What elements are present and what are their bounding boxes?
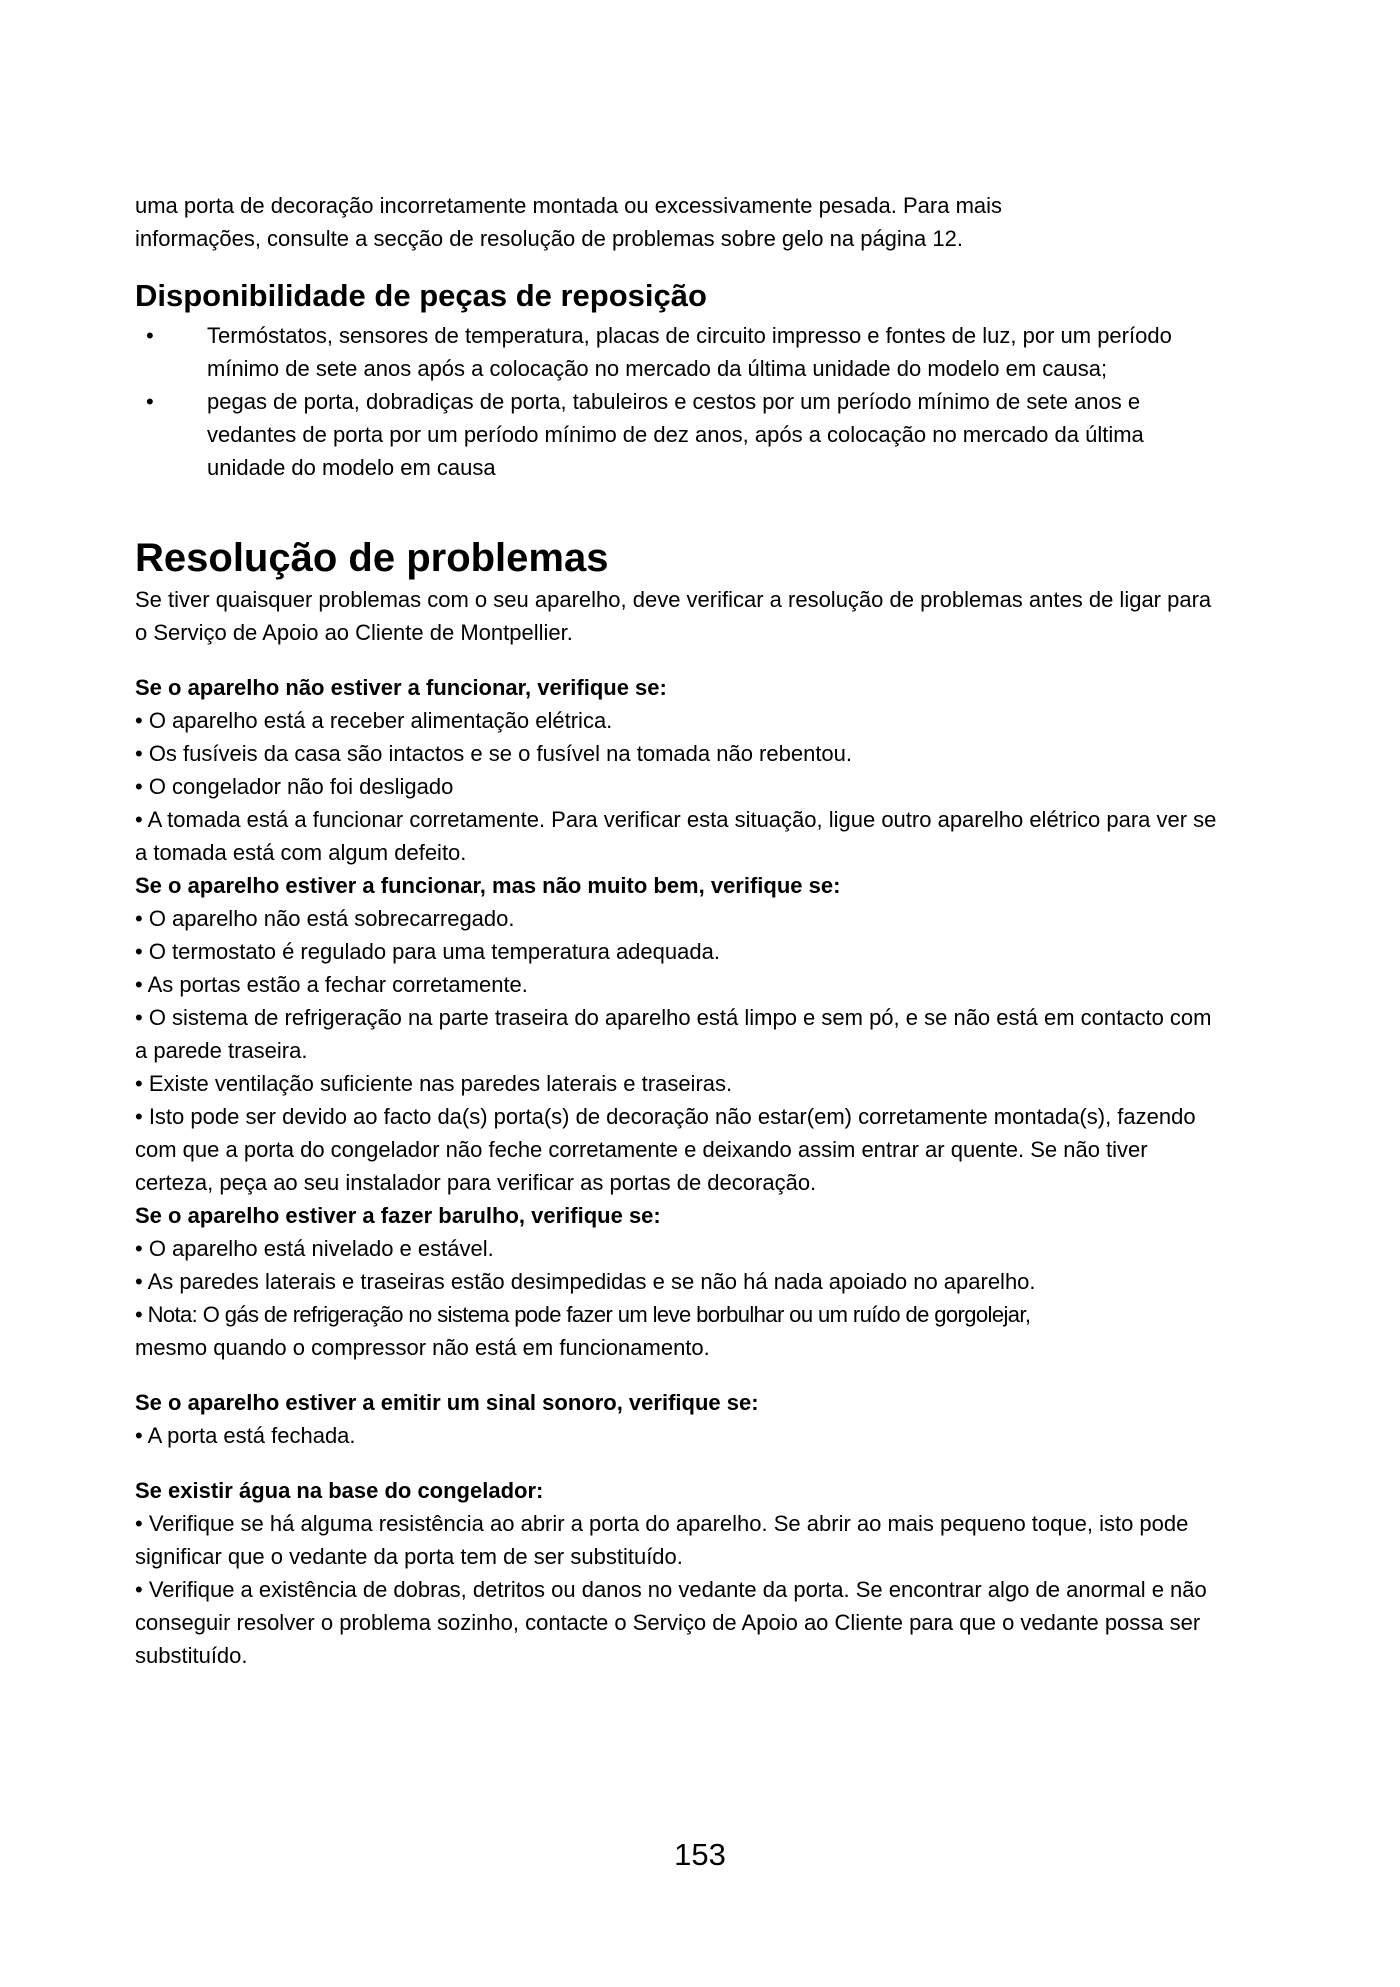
list-item: • Verifique se há alguma resistência ao abrir a porta do aparelho. Se abrir ao mais pequeno toque, isto pode significar que o vedante da porta tem de ser substituído. [135, 1511, 1189, 1569]
list-item: • Os fusíveis da casa são intactos e se o fusível na tomada não rebentou. [135, 741, 853, 766]
list-item: • O aparelho está nivelado e estável. [135, 1236, 494, 1261]
list-item: • As paredes laterais e traseiras estão desimpedidas e se não há nada apoiado no aparelho. [135, 1269, 1036, 1294]
note-line: mesmo quando o compressor não está em funcionamento. [135, 1335, 710, 1360]
water-section [135, 1474, 1225, 1672]
section-title: Se o aparelho estiver a fazer barulho, verifique se: [135, 1203, 661, 1228]
list-item: • As portas estão a fechar corretamente. [135, 972, 528, 997]
section-title: Se existir água na base do congelador: [135, 1478, 544, 1503]
list-item [135, 385, 1225, 484]
bullet-icon: • [146, 323, 154, 348]
list-item: • O aparelho não está sobrecarregado. [135, 906, 515, 931]
list-item-text: pegas de porta, dobradiças de porta, tabuleiros e cestos por um período mínimo de sete anos e vedantes de porta por um período mínimo de dez anos, após a colocação no mercado da última unidade do modelo em causa [207, 389, 1144, 480]
list-item: • Existe ventilação suficiente nas paredes laterais e traseiras. [135, 1071, 733, 1096]
not-working-section [135, 671, 1225, 869]
spare-parts-list [135, 319, 1225, 484]
list-item: • O termostato é regulado para uma temperatura adequada. [135, 939, 720, 964]
noise-section [135, 1199, 1225, 1364]
list-item: • O aparelho está a receber alimentação elétrica. [135, 708, 613, 733]
list-item: • A porta está fechada. [135, 1423, 356, 1448]
intro-paragraph [135, 189, 1225, 255]
list-item: • Isto pode ser devido ao facto da(s) porta(s) de decoração não estar(em) corretamente montada(s), fazendo com que a porta do congelador não feche corretamente e deixando assim entrar ar quente. Se não tiver certeza, peça ao seu instalador para verificar as portas de decoração. [135, 1104, 1196, 1195]
bullet-icon: • [146, 389, 154, 414]
page-content [135, 189, 1225, 1672]
note-line: • Nota: O gás de refrigeração no sistema pode fazer um leve borbulhar ou um ruído de gorgolejar, [135, 1302, 1031, 1327]
troubleshooting-heading: Resolução de problemas [135, 536, 609, 580]
section-title: Se o aparelho estiver a emitir um sinal sonoro, verifique se: [135, 1390, 759, 1415]
intro-line: uma porta de decoração incorretamente montada ou excessivamente pesada. Para mais [135, 193, 1003, 218]
troubleshooting-intro: Se tiver quaisquer problemas com o seu aparelho, deve verificar a resolução de problemas antes de ligar para o Serviço de Apoio ao Cliente de Montpellier. [135, 587, 1212, 645]
note-item [135, 1298, 1225, 1364]
spare-parts-heading: Disponibilidade de peças de reposição [135, 278, 707, 313]
list-item: • O congelador não foi desligado [135, 774, 454, 799]
list-item: • Verifique a existência de dobras, detritos ou danos no vedante da porta. Se encontrar algo de anormal e não conseguir resolver o problema sozinho, contacte o Serviço de Apoio ao Cliente para que o vedante possa ser substituído. [135, 1577, 1207, 1668]
list-item: • A tomada está a funcionar corretamente. Para verificar esta situação, ligue outro aparelho elétrico para ver se a tomada está com algum defeito. [135, 807, 1217, 865]
list-item-text: Termóstatos, sensores de temperatura, placas de circuito impresso e fontes de luz, por um período mínimo de sete anos após a colocação no mercado da última unidade do modelo em causa; [207, 323, 1172, 381]
page-number: 153 [674, 1837, 726, 1872]
beep-section [135, 1386, 1225, 1452]
list-item: • O sistema de refrigeração na parte traseira do aparelho está limpo e sem pó, e se não está em contacto com a parede traseira. [135, 1005, 1212, 1063]
list-item [135, 319, 1225, 385]
section-title: Se o aparelho estiver a funcionar, mas não muito bem, verifique se: [135, 873, 841, 898]
intro-line: informações, consulte a secção de resolução de problemas sobre gelo na página 12. [135, 226, 963, 251]
section-title: Se o aparelho não estiver a funcionar, verifique se: [135, 675, 667, 700]
not-well-section [135, 869, 1225, 1199]
